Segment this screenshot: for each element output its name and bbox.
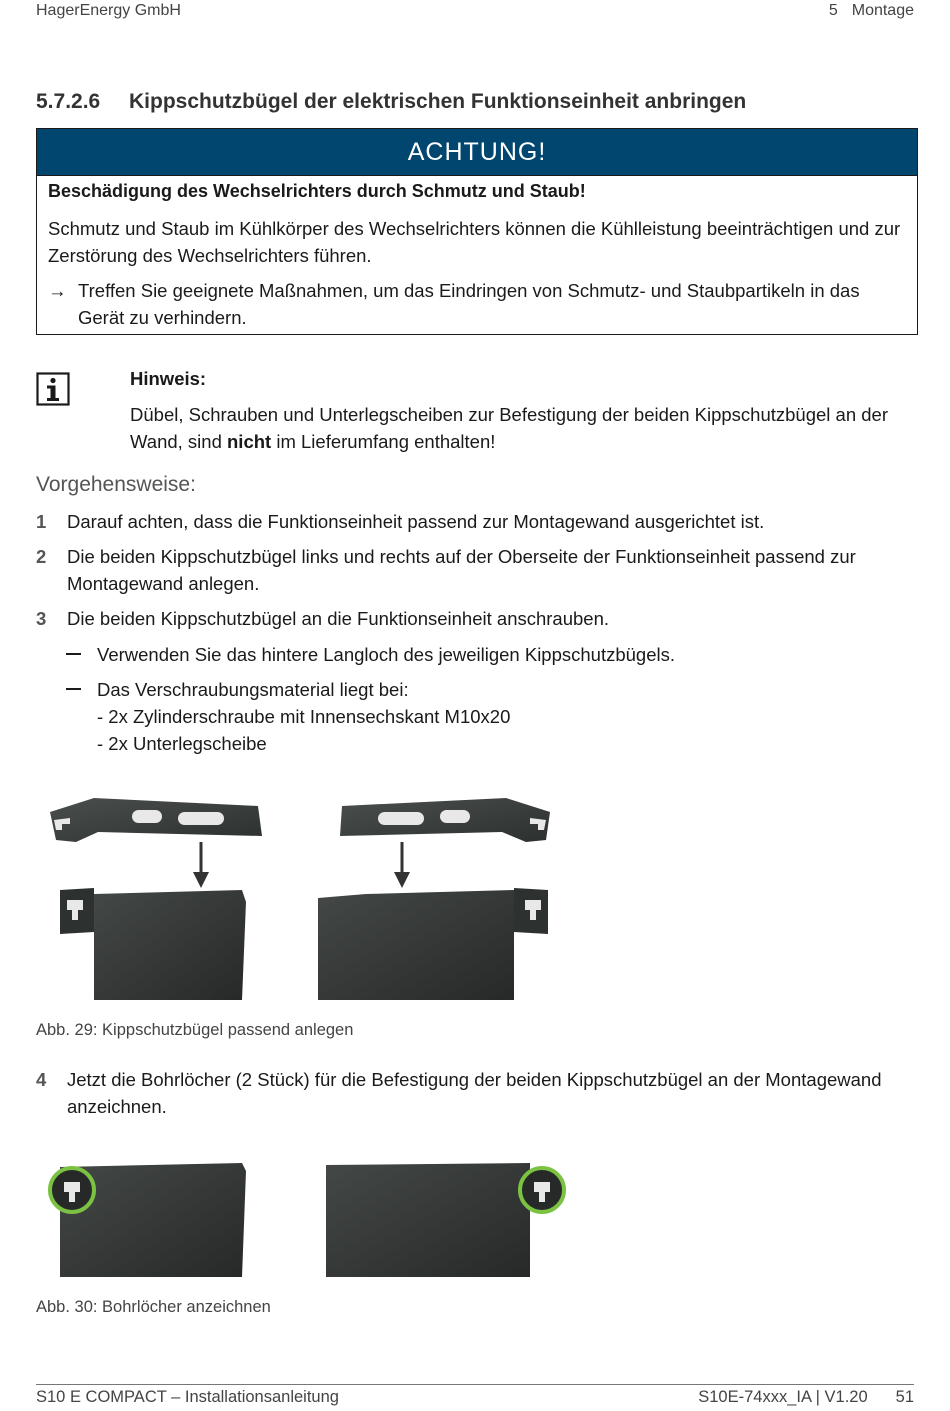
- page-footer: [36, 1388, 914, 1408]
- arrow-right-icon: →: [48, 280, 67, 301]
- chapter-title: Montage: [851, 2, 914, 19]
- note-text-part: im Lieferumfang enthalten!: [271, 431, 496, 452]
- figure-caption: Abb. 29: Kippschutzbügel passend anlegen: [36, 1021, 354, 1039]
- substep-line: - 2x Unterlegscheibe: [97, 733, 267, 754]
- figure-caption: Abb. 30: Bohrlöcher anzeichnen: [36, 1298, 271, 1316]
- warning-action: [48, 277, 907, 331]
- note-title: Hinweis:: [130, 368, 207, 389]
- left-bracket: [50, 798, 262, 842]
- procedure-title: Vorgehensweise:: [36, 473, 196, 496]
- chapter-label: [829, 2, 914, 20]
- substep-line: Verwenden Sie das hintere Langloch des jeweiligen Kippschutzbügels.: [97, 644, 675, 665]
- warning-box: [36, 128, 918, 335]
- step-item: [36, 1066, 916, 1120]
- left-unit: [50, 1163, 246, 1277]
- figure-bracket-placement: [36, 790, 576, 1015]
- step-item: [36, 605, 916, 632]
- page-number: 51: [895, 1388, 914, 1406]
- step-text: Jetzt die Bohrlöcher (2 Stück) für die Befestigung der beiden Kippschutzbügel an der Montagewand anzeichnen.: [67, 1069, 882, 1117]
- document-title: S10 E COMPACT – Installationsanleitung: [36, 1388, 339, 1406]
- arrow-down-icon: [394, 842, 410, 888]
- step-number: 1: [36, 511, 47, 532]
- step-number: 4: [36, 1069, 47, 1090]
- step-number: 3: [36, 608, 47, 629]
- dash-bullet: [66, 688, 81, 690]
- substep-item: [66, 676, 906, 757]
- warning-label: ACHTUNG!: [37, 129, 917, 176]
- left-unit: [60, 888, 246, 1000]
- footer-divider: [36, 1384, 914, 1385]
- step-text: Die beiden Kippschutzbügel an die Funktionseinheit anschrauben.: [67, 608, 610, 629]
- chapter-number: 5: [828, 2, 838, 19]
- step-item: [36, 508, 916, 535]
- page-header: [36, 2, 914, 22]
- right-unit: [326, 1163, 564, 1277]
- warning-text: Schmutz und Staub im Kühlkörper des Wechselrichters können die Kühlleistung beeinträchtigen und zur Zerstörung des Wechselrichters führen.: [48, 218, 901, 266]
- document-meta: [698, 1388, 914, 1407]
- substep-line: Das Verschraubungsmaterial liegt bei:: [97, 679, 409, 700]
- note-text: [130, 401, 910, 455]
- figure-drill-holes: [36, 1155, 576, 1285]
- step-text: Die beiden Kippschutzbügel links und rechts auf der Oberseite der Funktionseinheit passend zur Montagewand anlegen.: [67, 546, 856, 594]
- info-icon: [36, 372, 70, 406]
- warning-action-text: Treffen Sie geeignete Maßnahmen, um das Eindringen von Schmutz- und Staubpartikeln in das Gerät zu verhindern.: [78, 280, 860, 328]
- note-text-part: Dübel, Schrauben und Unterlegscheiben zur Befestigung der beiden Kippschutzbügel an der Wand, sind: [130, 404, 888, 452]
- substep-item: [66, 641, 906, 668]
- section-title: Kippschutzbügel der elektrischen Funktionseinheit anbringen: [129, 90, 747, 113]
- section-heading: [36, 90, 746, 114]
- document-id: S10E-74xxx_IA | V1.20: [698, 1388, 868, 1406]
- section-number: 5.7.2.6: [36, 90, 101, 113]
- warning-headline: Beschädigung des Wechselrichters durch Schmutz und Staub!: [48, 181, 586, 201]
- arrow-down-icon: [193, 842, 209, 888]
- step-text: Darauf achten, dass die Funktionseinheit passend zur Montagewand ausgerichtet ist.: [67, 511, 765, 532]
- company-name: HagerEnergy GmbH: [36, 2, 181, 19]
- right-unit: [318, 888, 548, 1000]
- note-text-bold: nicht: [227, 431, 272, 452]
- right-bracket: [340, 798, 550, 842]
- substep-line: - 2x Zylinderschraube mit Innensechskant M10x20: [97, 706, 511, 727]
- step-number: 2: [36, 546, 47, 567]
- dash-bullet: [66, 653, 81, 655]
- step-item: [36, 543, 916, 597]
